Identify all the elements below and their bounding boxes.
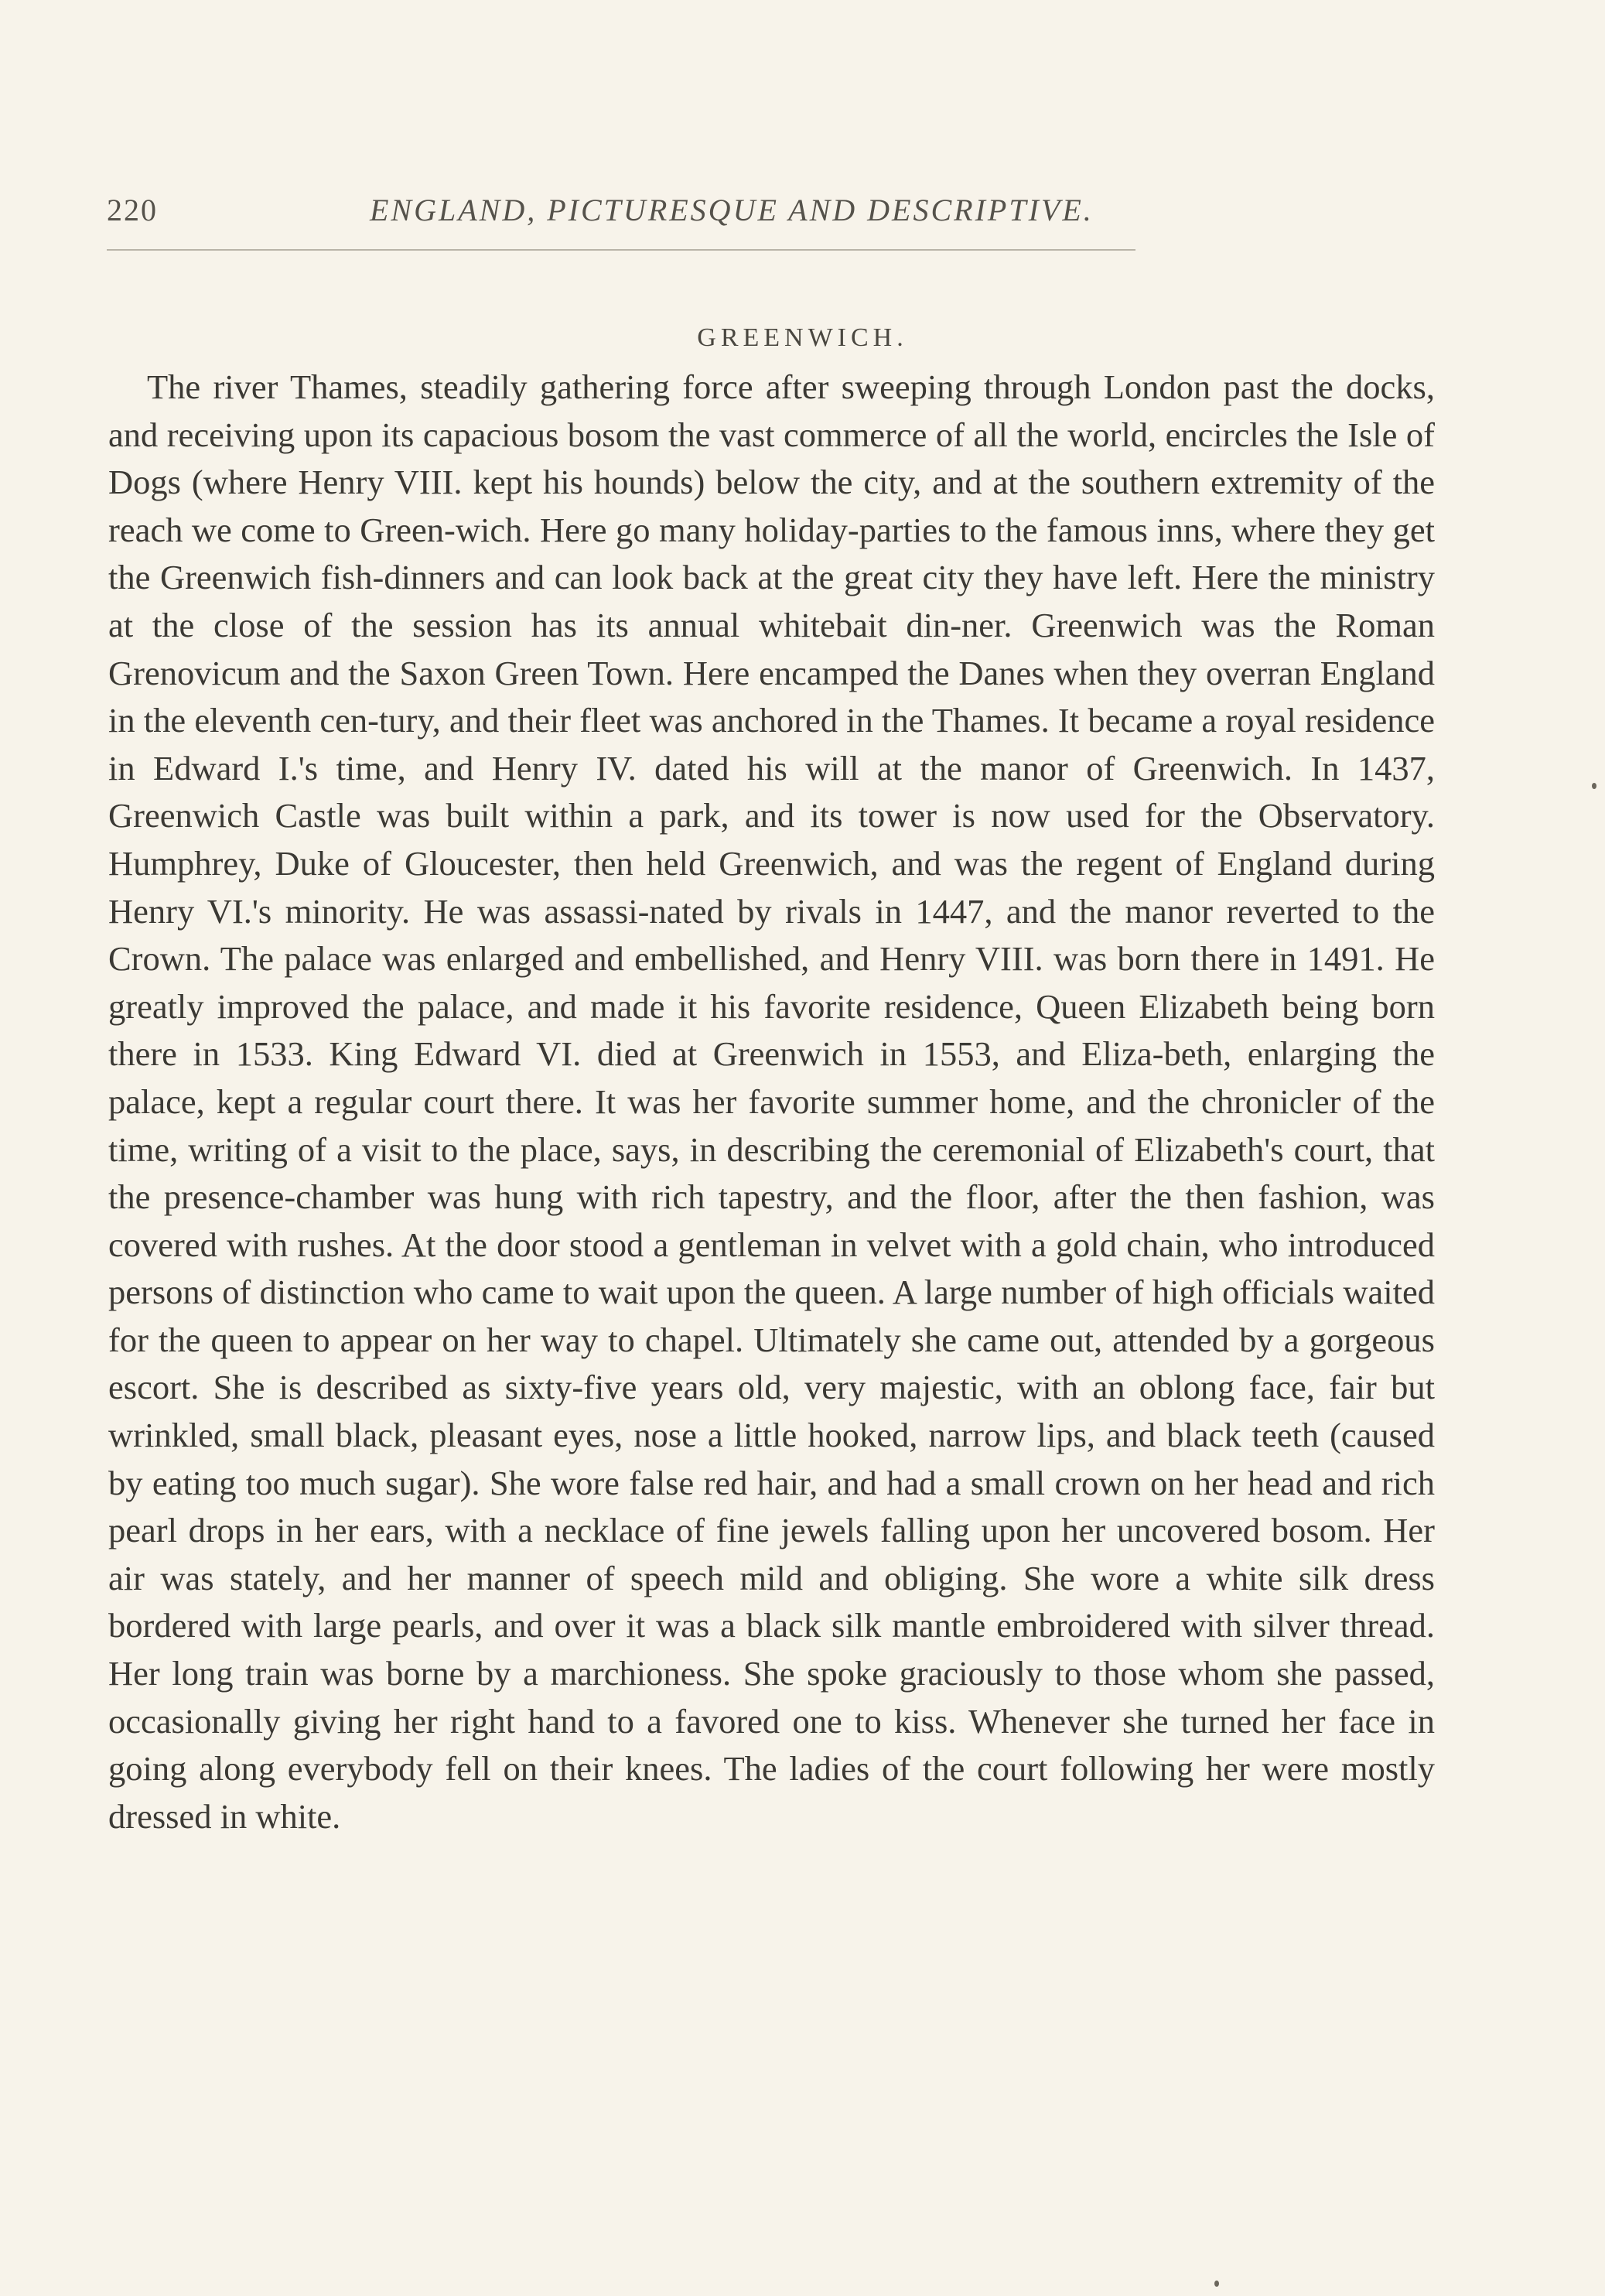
running-head	[107, 192, 1135, 238]
page-number: 220	[107, 193, 158, 227]
ink-speck	[1214, 2281, 1219, 2287]
ink-speck	[1592, 783, 1596, 789]
header-rule	[107, 249, 1135, 251]
section-heading: GREENWICH.	[697, 323, 908, 352]
running-title: ENGLAND, PICTURESQUE AND DESCRIPTIVE.	[370, 193, 1094, 227]
body-paragraph: The river Thames, steadily gathering force after sweeping through London past the docks, and receiving upon its capacious bosom the vast commerce of all the world, encircles the Isle of Dogs (where Henry VIII. kept his hounds) below the city, and at the southern extremity of the reach we come to Green-wich. Here go many holiday-parties to the famous inns, where they get the Greenwich fish-dinners and can look back at the great city they have left. Here the ministry at the close of the session has its annual whitebait din-ner. Greenwich was the Roman Grenovicum and the Saxon Green Town. Here encamped the Danes when they overran England in the eleventh cen-tury, and their fleet was anchored in the Thames. It became a royal residence in Edward I.'s time, and Henry IV. dated his will at the manor of Greenwich. In 1437, Greenwich Castle was built within a park, and its tower is now used for the Observatory. Humphrey, Duke of Gloucester, then held Greenwich, and was the regent of England during Henry VI.'s minority. He was assassi-nated by rivals in 1447, and the manor reverted to the Crown. The palace was enlarged and embellished, and Henry VIII. was born there in 1491. He greatly improved the palace, and made it his favorite residence, Queen Elizabeth being born there in 1533. King Edward VI. died at Greenwich in 1553, and Eliza-beth, enlarging the palace, kept a regular court there. It was her favorite summer home, and the chronicler of the time, writing of a visit to the place, says, in describing the ceremonial of Elizabeth's court, that the presence-chamber was hung with rich tapestry, and the floor, after the then fashion, was covered with rushes. At the door stood a gentleman in velvet with a gold chain, who introduced persons of distinction who came to wait upon the queen. A large number of high officials waited for the queen to appear on her way to chapel. Ultimately she came out, attended by a gorgeous escort. She is described as sixty-five years old, very majestic, with an oblong face, fair but wrinkled, small black, pleasant eyes, nose a little hooked, narrow lips, and black teeth (caused by eating too much sugar). She wore false red hair, and had a small crown on her head and rich pearl drops in her ears, with a necklace of fine jewels falling upon her uncovered bosom. Her air was stately, and her manner of speech mild and obliging. She wore a white silk dress bordered with large pearls, and over it was a black silk mantle embroidered with silver thread. Her long train was borne by a marchioness. She spoke graciously to those whom she passed, occasionally giving her right hand to a favored one to kiss. Whenever she turned her face in going along everybody fell on their knees. The ladies of the court following her were mostly dressed in white.	[108, 367, 1435, 1836]
